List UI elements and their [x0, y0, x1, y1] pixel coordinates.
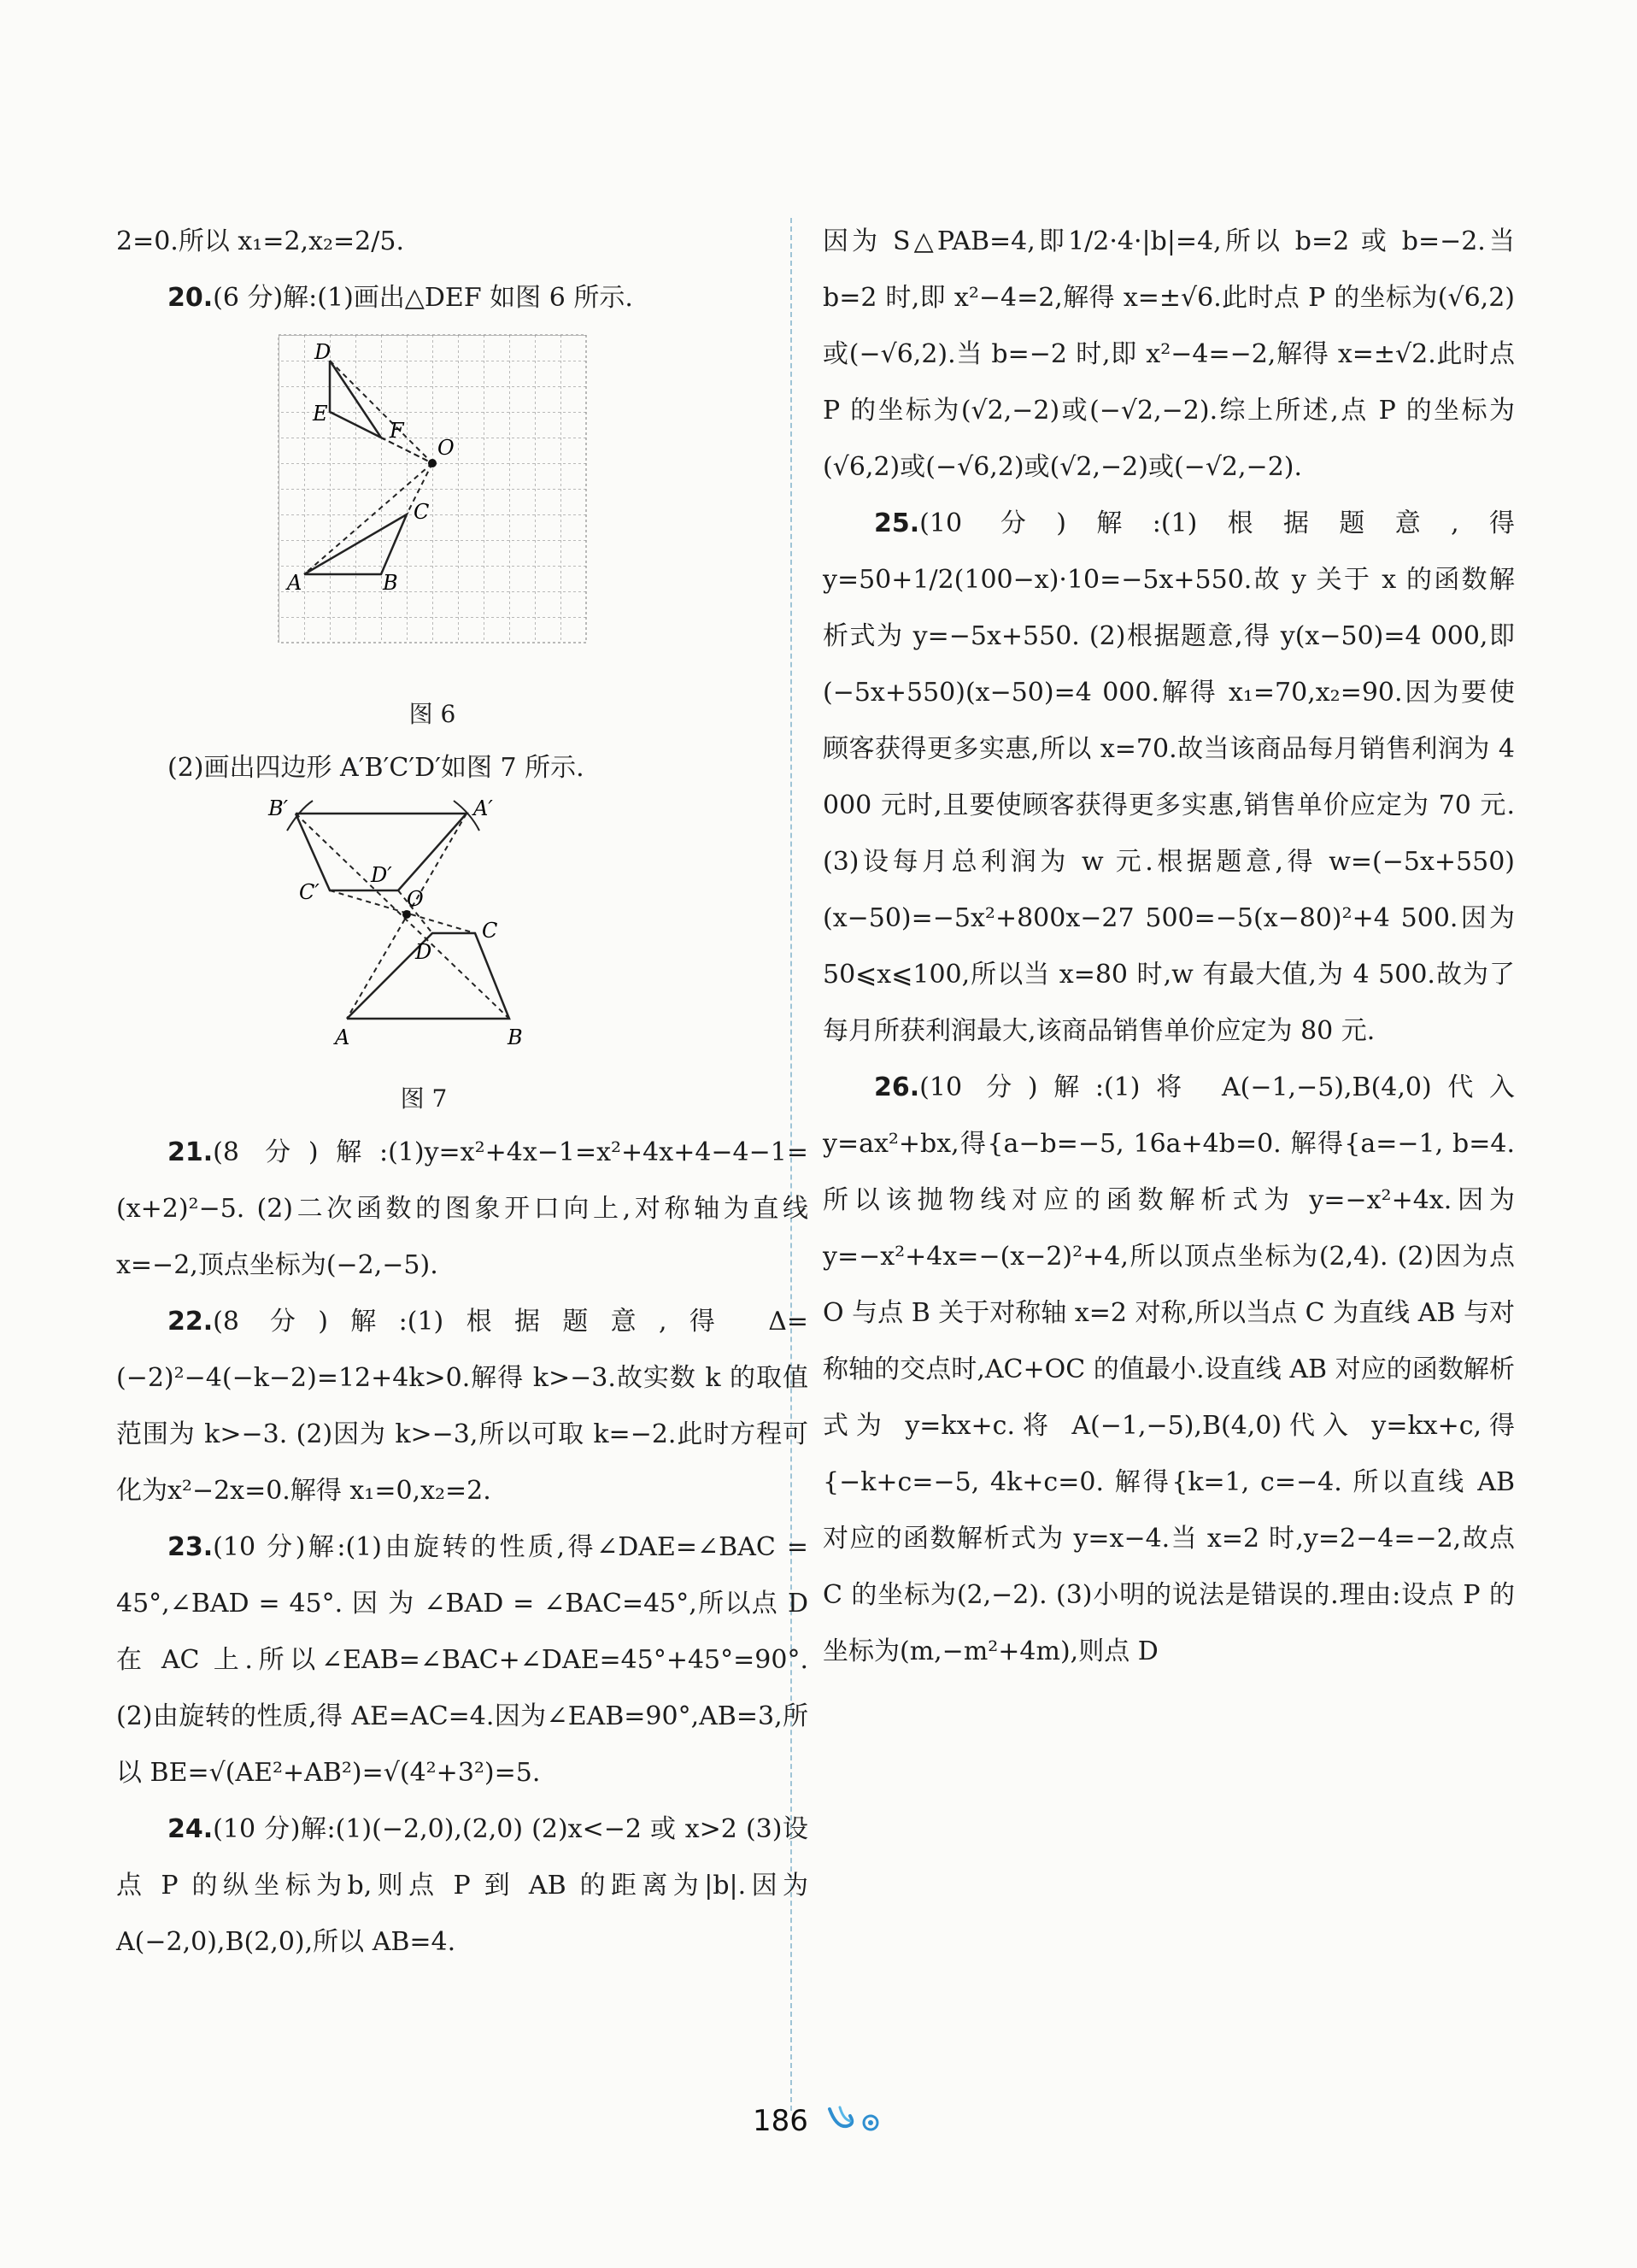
label-a: A — [287, 571, 302, 595]
point-o — [402, 910, 411, 919]
question-number: 26. — [874, 1072, 920, 1102]
question-number: 23. — [167, 1532, 214, 1562]
label-o: O — [437, 436, 455, 460]
label-a-prime: A′ — [473, 796, 493, 820]
point-o — [428, 459, 437, 467]
question-text: (8 分)解:(1)根据题意,得 Δ=(−2)²−4(−k−2)=12+4k>0.解得 k>−3.故实数 k 的取值范围为 k>−3. (2)因为 k>−3,所以可取 k=−2.此时方程可化为x²−2x=0.解得 x₁=0,x₂=2. — [116, 1307, 808, 1506]
continuation-text: 2=0.所以 x₁=2,x₂=2/5. — [116, 226, 404, 256]
question-text: (10 分)解:(1)由旋转的性质,得∠DAE=∠BAC = 45°,∠BAD = 45°. 因 为 ∠BAD = ∠BAC=45°,所以点 D 在 AC 上.所以∠EAB=∠BAC+∠DAE=45°+45°=90°. (2)由旋转的性质,得 AE=AC=4.因为∠EAB=90°,AB=3,所以 BE=√(AE²+AB²)=√(4²+3²)=5. — [116, 1532, 808, 1788]
figure-6-caption: 图 6 — [408, 700, 456, 728]
question-number: 25. — [874, 508, 920, 538]
question-number: 24. — [167, 1814, 214, 1844]
question-20 — [116, 270, 808, 326]
label-b: B — [383, 571, 398, 595]
dashed-line — [296, 814, 509, 1019]
page-number: 186 — [753, 2104, 808, 2138]
dashed-line — [330, 890, 475, 933]
figure-6 — [270, 326, 595, 740]
right-column — [823, 214, 1515, 1680]
question-number: 20. — [167, 283, 214, 313]
label-c-prime: C′ — [299, 880, 320, 904]
label-c: C — [414, 500, 430, 524]
question-24 — [116, 1801, 808, 1971]
question-21 — [116, 1125, 808, 1294]
label-a: A — [335, 1025, 350, 1049]
left-column — [116, 214, 808, 1971]
figure-7 — [261, 796, 586, 1125]
question-26 — [823, 1060, 1515, 1680]
label-f: F — [390, 419, 404, 443]
label-d: D — [415, 940, 432, 964]
question-23 — [116, 1519, 808, 1801]
figure-7-graph — [261, 796, 586, 1053]
grid — [279, 335, 586, 643]
arc-mark — [287, 801, 313, 831]
label-b: B — [508, 1025, 523, 1049]
label-d-prime: D′ — [371, 863, 392, 887]
wave-logo-icon — [824, 2102, 884, 2140]
figure-7-caption: 图 7 — [400, 1084, 448, 1113]
continuation-text: 因为 S△PAB=4,即1/2·4·|b|=4,所以 b=2 或 b=−2.当 b=2 时,即 x²−4=2,解得 x=±√6.此时点 P 的坐标为(√6,2)或(−√6,2).当 b=−2 时,即 x²−4=−2,解得 x=±√2.此时点 P 的坐标为(√2,−2)或(−√2,−2).综上所述,点 P 的坐标为(√6,2)或(−√6,2)或(√2,−2)或(−√2,−2). — [823, 226, 1515, 482]
question-text: (10 分)解:(1)将 A(−1,−5),B(4,0)代入 y=ax²+bx,得{a−b=−5, 16a+4b=0. 解得{a=−1, b=4. 所以该抛物线对应的函数解析式为 y=−x²+4x.因为 y=−x²+4x=−(x−2)²+4,所以顶点坐标为(2,4). (2)因为点 O 与点 B 关于对称轴 x=2 对称,所以当点 C 为直线 AB 与对称轴的交点时,AC+OC 的值最小.设直线 AB 对应的函数解析式为 y=kx+c.将 A(−1,−5),B(4,0)代入 y=kx+c,得{−k+c=−5, 4k+c=0. 解得{k=1, c=−4. 所以直线 AB 对应的函数解析式为 y=x−4.当 x=2 时,y=2−4=−2,故点 C 的坐标为(2,−2). (3)小明的说法是错误的.理由:设点 P 的坐标为(m,−m²+4m),则点 D — [823, 1072, 1515, 1666]
label-d: D — [314, 340, 332, 364]
question-text: (6 分)解:(1)画出△DEF 如图 6 所示. — [213, 283, 633, 313]
question-number: 22. — [167, 1307, 214, 1337]
question-text: (8 分)解:(1)y=x²+4x−1=x²+4x+4−4−1=(x+2)²−5. (2)二次函数的图象开口向上,对称轴为直线 x=−2,顶点坐标为(−2,−5). — [116, 1137, 808, 1280]
question-22 — [116, 1294, 808, 1519]
question-20-part2: (2)画出四边形 A′B′C′D′如图 7 所示. — [167, 753, 584, 783]
label-e: E — [313, 402, 328, 426]
page-footer — [0, 2102, 1637, 2140]
figure-6-graph — [270, 326, 595, 668]
question-25 — [823, 496, 1515, 1060]
label-b-prime: B′ — [268, 796, 289, 820]
label-o: O — [407, 887, 424, 911]
question-text: (10 分)解:(1)(−2,0),(2,0) (2)x<−2 或 x>2 (3)设点 P 的纵坐标为b,则点 P 到 AB 的距离为|b|.因为 A(−2,0),B(2,0),所以 AB=4. — [116, 1814, 808, 1957]
label-c: C — [482, 919, 498, 943]
question-number: 21. — [167, 1137, 214, 1167]
question-text: (10 分)解:(1)根据题意,得 y=50+1/2(100−x)·10=−5x+550.故 y 关于 x 的函数解析式为 y=−5x+550. (2)根据题意,得 y(x−50)=4 000,即(−5x+550)(x−50)=4 000.解得 x₁=70,x₂=90.因为要使顾客获得更多实惠,所以 x=70.故当该商品每月销售利润为 4 000 元时,且要使顾客获得更多实惠,销售单价应定为 70 元. (3)设每月总利润为 w 元.根据题意,得 w=(−5x+550)(x−50)=−5x²+800x−27 500=−5(x−80)²+4 500.因为 50⩽x⩽100,所以当 x=80 时,w 有最大值,为 4 500.故为了每月所获利润最大,该商品销售单价应定为 80 元. — [823, 508, 1515, 1046]
